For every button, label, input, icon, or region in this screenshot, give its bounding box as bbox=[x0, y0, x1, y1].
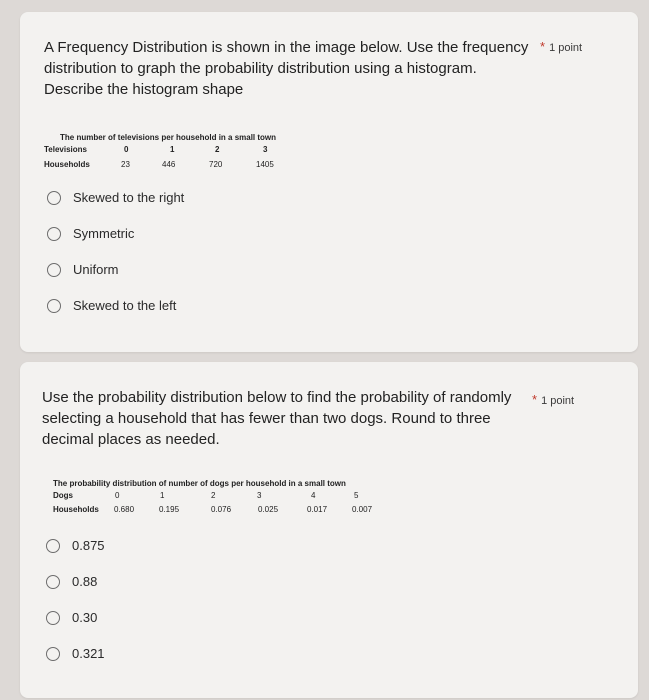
table-cell: 0.025 bbox=[258, 505, 279, 514]
table-row1-label: Televisions bbox=[44, 145, 87, 154]
question-card-2 bbox=[20, 362, 638, 698]
required-asterisk: * bbox=[540, 39, 546, 54]
probability-table-image bbox=[20, 362, 638, 562]
option-0-30[interactable] bbox=[46, 610, 97, 625]
table-cell: 2 bbox=[215, 145, 220, 154]
radio-button[interactable] bbox=[47, 191, 61, 205]
question-2-text: Use the probability distribution below to find the probability of randomly selecting a household that has fewer than two dogs. Round to three decimal places as needed. bbox=[42, 389, 512, 448]
table-cell: 446 bbox=[162, 160, 176, 169]
table-cell: 3 bbox=[263, 145, 268, 154]
radio-button[interactable] bbox=[46, 575, 60, 589]
table-cell: 3 bbox=[257, 491, 262, 500]
table-title: The probability distribution of number of dogs per household in a small town bbox=[53, 479, 346, 488]
option-0-321[interactable] bbox=[46, 646, 105, 661]
radio-button[interactable] bbox=[46, 647, 60, 661]
question-card-1 bbox=[20, 12, 638, 352]
option-label: 0.875 bbox=[72, 538, 105, 553]
table-cell: 1405 bbox=[256, 160, 274, 169]
table-cell: 0.017 bbox=[307, 505, 328, 514]
table-cell: 4 bbox=[311, 491, 316, 500]
question-1-text: A Frequency Distribution is shown in the image below. Use the frequency distribution to graph the probability distribution using a histogram. Describe the histogram shape bbox=[44, 39, 529, 98]
table-row1-label: Dogs bbox=[53, 491, 73, 500]
points-label: 1 point bbox=[541, 395, 575, 407]
option-skewed-left[interactable] bbox=[47, 298, 176, 313]
table-cell: 0 bbox=[124, 145, 129, 154]
table-cell: 1 bbox=[170, 145, 175, 154]
option-label: Symmetric bbox=[73, 226, 135, 241]
radio-button[interactable] bbox=[46, 611, 60, 625]
option-label: 0.88 bbox=[72, 574, 98, 589]
table-row2-label: Households bbox=[53, 505, 99, 514]
table-cell: 0.007 bbox=[352, 505, 373, 514]
table-cell: 23 bbox=[121, 160, 130, 169]
table-cell: 5 bbox=[354, 491, 359, 500]
option-label: 0.30 bbox=[72, 610, 98, 625]
option-skewed-right[interactable] bbox=[47, 190, 184, 205]
radio-button[interactable] bbox=[47, 263, 61, 277]
table-cell: 1 bbox=[160, 491, 165, 500]
option-symmetric[interactable] bbox=[47, 226, 134, 241]
radio-button[interactable] bbox=[46, 539, 60, 553]
option-0-88[interactable] bbox=[46, 574, 97, 589]
option-label: Uniform bbox=[73, 262, 119, 277]
table-cell: 0.195 bbox=[159, 505, 180, 514]
table-cell: 720 bbox=[209, 160, 223, 169]
table-cell: 0.076 bbox=[211, 505, 232, 514]
table-row2-label: Households bbox=[44, 160, 90, 169]
option-label: 0.321 bbox=[72, 646, 105, 661]
radio-button[interactable] bbox=[47, 227, 61, 241]
option-uniform[interactable] bbox=[47, 262, 119, 277]
option-label: Skewed to the left bbox=[73, 298, 177, 313]
radio-button[interactable] bbox=[47, 299, 61, 313]
frequency-table-image bbox=[20, 12, 638, 212]
option-label: Skewed to the right bbox=[73, 190, 185, 205]
table-cell: 2 bbox=[211, 491, 216, 500]
points-label: 1 point bbox=[549, 42, 583, 54]
required-asterisk: * bbox=[532, 392, 538, 407]
table-cell: 0 bbox=[115, 491, 120, 500]
table-title: The number of televisions per household in a small town bbox=[60, 133, 277, 142]
option-0-875[interactable] bbox=[46, 538, 105, 553]
table-cell: 0.680 bbox=[114, 505, 135, 514]
